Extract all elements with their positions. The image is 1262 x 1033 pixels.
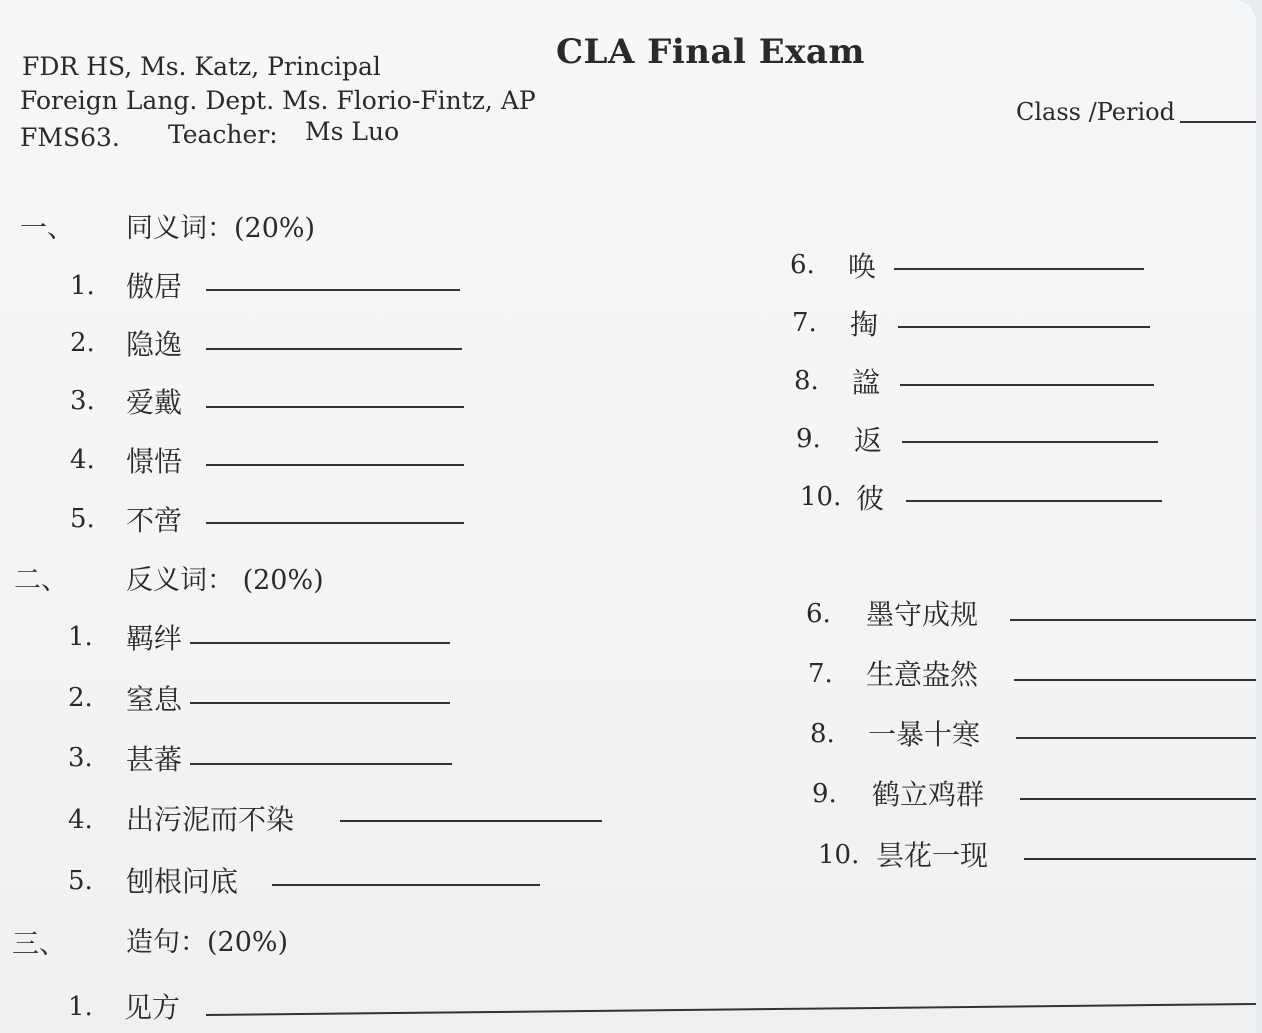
- answer-blank[interactable]: [206, 289, 460, 291]
- answer-blank[interactable]: [340, 820, 602, 822]
- school-line: FDR HS, Ms. Katz, Principal: [22, 52, 381, 81]
- answer-blank[interactable]: [272, 884, 540, 886]
- teacher-name: Ms Luo: [305, 117, 400, 146]
- item-word: 窒息: [126, 683, 183, 716]
- item-number: 1.: [68, 992, 93, 1022]
- exam-title: CLA Final Exam: [556, 32, 865, 72]
- item-number: 6.: [790, 250, 815, 280]
- item-number: 8.: [810, 719, 835, 749]
- item-number: 6.: [806, 599, 831, 629]
- item-word: 墨守成规: [866, 598, 979, 631]
- item-word: 不啻: [126, 504, 183, 537]
- class-period-label: Class /Period: [1016, 98, 1175, 126]
- section-2-numeral: 二、: [14, 565, 68, 596]
- answer-blank[interactable]: [1014, 679, 1256, 681]
- item-word: 隐逸: [126, 328, 183, 361]
- item-number: 1.: [68, 622, 93, 652]
- item-number: 4.: [70, 445, 95, 475]
- item-word: 爱戴: [126, 386, 183, 419]
- item-word: 生意盎然: [866, 658, 979, 691]
- item-number: 4.: [68, 805, 93, 835]
- item-number: 8.: [794, 366, 819, 396]
- item-number: 1.: [70, 271, 95, 301]
- item-word: 昙花一现: [876, 839, 989, 872]
- item-word: 傲居: [126, 270, 183, 303]
- item-word: 出污泥而不染: [126, 803, 295, 836]
- item-word: 刨根问底: [126, 865, 239, 898]
- answer-blank[interactable]: [1024, 858, 1256, 860]
- answer-blank[interactable]: [190, 702, 450, 704]
- item-word: 见方: [124, 991, 181, 1024]
- answer-blank[interactable]: [206, 406, 464, 408]
- answer-blank[interactable]: [206, 522, 464, 524]
- item-number: 10.: [818, 840, 860, 870]
- answer-blank[interactable]: [906, 500, 1162, 502]
- item-number: 10.: [800, 482, 842, 512]
- item-number: 3.: [70, 386, 95, 416]
- item-word: 返: [854, 424, 883, 457]
- section-3-numeral: 三、: [12, 929, 66, 960]
- section-1-numeral: 一、: [20, 213, 74, 244]
- item-word: 羁绊: [126, 622, 183, 655]
- item-number: 2.: [68, 683, 93, 713]
- teacher-label: Teacher:: [168, 120, 278, 149]
- answer-blank[interactable]: [1020, 798, 1256, 800]
- dept-line: Foreign Lang. Dept. Ms. Florio-Fintz, AP: [20, 86, 536, 115]
- item-word: 憬悟: [126, 445, 183, 478]
- item-word: 諡: [852, 366, 881, 399]
- course-code: FMS63.: [20, 123, 120, 152]
- item-number: 9.: [796, 424, 821, 454]
- answer-blank[interactable]: [898, 326, 1150, 328]
- item-number: 5.: [68, 866, 93, 896]
- answer-blank[interactable]: [1016, 737, 1256, 739]
- answer-blank[interactable]: [206, 348, 462, 350]
- item-number: 2.: [70, 328, 95, 358]
- item-number: 7.: [792, 308, 817, 338]
- item-word: 鹤立鸡群: [872, 778, 985, 811]
- answer-blank[interactable]: [902, 441, 1158, 443]
- item-word: 掏: [850, 308, 879, 341]
- answer-blank[interactable]: [206, 464, 464, 466]
- section-2-title: 反义词： (20%): [126, 565, 324, 596]
- answer-blank[interactable]: [190, 763, 452, 765]
- section-1-title: 同义词：(20%): [126, 213, 316, 244]
- answer-blank[interactable]: [1010, 619, 1256, 621]
- item-word: 彼: [856, 482, 885, 515]
- item-word: 一暴十寒: [868, 718, 981, 751]
- answer-blank[interactable]: [190, 642, 450, 644]
- answer-blank[interactable]: [894, 268, 1144, 270]
- item-number: 7.: [808, 659, 833, 689]
- item-word: 唤: [848, 250, 877, 283]
- section-3-title: 造句：(20%): [126, 927, 289, 958]
- item-number: 5.: [70, 504, 95, 534]
- item-word: 甚蕃: [126, 743, 183, 776]
- sentence-blank[interactable]: [206, 1003, 1256, 1016]
- item-number: 3.: [68, 743, 93, 773]
- answer-blank[interactable]: [900, 384, 1154, 386]
- item-number: 9.: [812, 779, 837, 809]
- class-period-blank: [1180, 121, 1256, 123]
